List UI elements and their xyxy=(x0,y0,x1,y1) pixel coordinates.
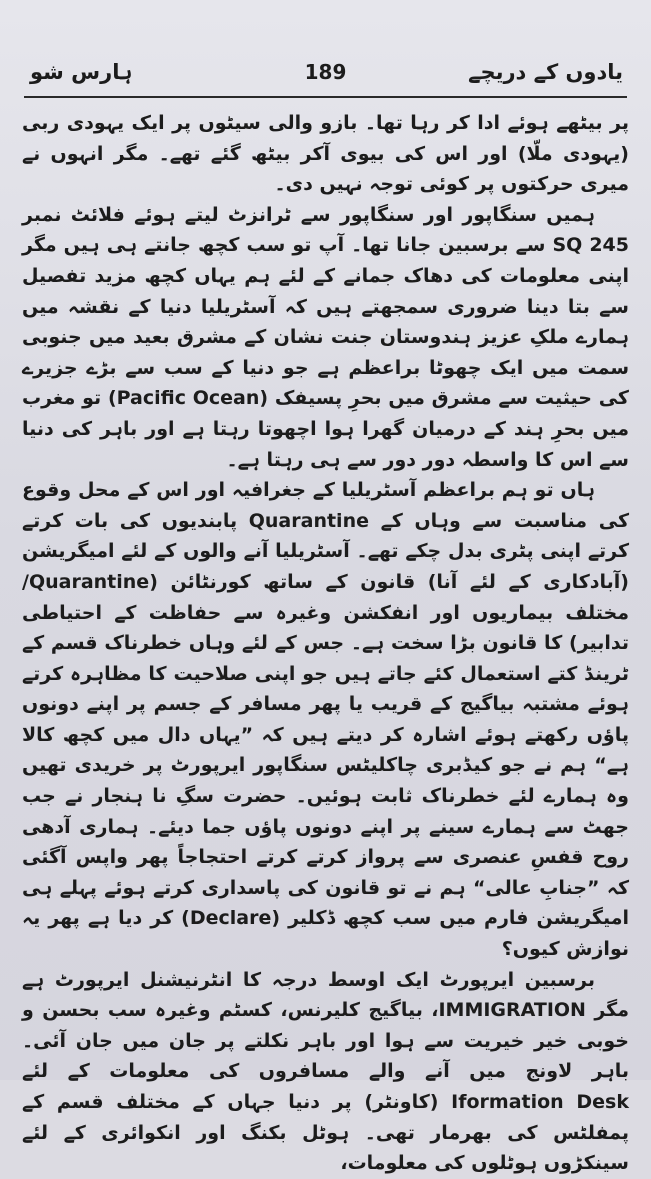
header-rule xyxy=(24,96,627,98)
paragraph: پر بیٹھے ہوئے ادا کر رہا تھا۔ بازو والی سیٹوں پر ایک یہودی ربی (یہودی ملّا) اور اس کی بیوی آکر بیٹھ گئے تھے۔ مگر انہوں نے میری حرکتوں پر کوئی توجہ نہیں دی۔ xyxy=(22,112,629,196)
page-number: 189 xyxy=(304,60,347,84)
paragraph: برسبین ایرپورٹ ایک اوسط درجہ کا انٹرنیشنل ایرپورٹ ہے مگر IMMIGRATION، بیاگیج کلیرنس، کسٹم وغیرہ سب بحسن و خوبی خیر خیریت سے ہوا اور باہر نکلتے پر جان میں جان آئی۔ باہر لاونج میں آنے والے مسافروں کی معلومات کے لئے Iformation Desk (کاونٹر) پر دنیا جہاں کے مختلف قسم کے پمفلٹس کی بھرمار تھی۔ ہوٹل بکنگ اور انکوائری کے لئے سینکڑوں ہوٹلوں کی معلومات، xyxy=(22,968,629,1175)
book-title: یادوں کے دریچے xyxy=(468,60,623,84)
paragraph: ہمیں سنگاپور اور سنگاپور سے ٹرانزٹ لیتے ہوئے فلائٹ نمبر SQ 245 سے برسبین جانا تھا۔ آپ تو سب کچھ جانتے ہی ہیں مگر اپنی معلومات کی دھاک جمانے کے لئے ہم یہاں کچھ مزید تفصیل سے بتا دینا ضروری سمجھتے ہیں کہ آسٹریلیا دنیا کے نقشہ میں ہمارے ملکِ عزیز ہندوستان جنت نشان کے مشرق بعید میں جنوبی سمت میں ایک چھوٹا براعظم ہے جو دنیا کے سب سے بڑے جزیرے کی حیثیت سے مشرق میں بحرِ پسیفک (Pacific Ocean) تو مغرب میں بحرِ ہند کے درمیان گھرا ہوا اچھوتا رہتا ہے اور باہر کی دنیا سے اس کا واسطہ دور دور سے ہی رہتا ہے۔ xyxy=(22,203,629,471)
paragraph: ہاں تو ہم براعظم آسٹریلیا کے جغرافیہ اور اس کے محل وقوع کی مناسبت سے وہاں کے Quarantine پابندیوں کی بات کرتے کرتے اپنی پٹری بدل چکے تھے۔ آسٹریلیا آنے والوں کے لئے امیگریشن (آبادکاری کے لئے آنا) قانون کے ساتھ کورنٹائن (Quarantine/ مختلف بیماریوں اور انفکشن وغیرہ سے حفاظت کے احتیاطی تدابیر) کا قانون بڑا سخت ہے۔ جس کے لئے وہاں خطرناک قسم کے ٹرینڈ کتے استعمال کئے جاتے ہیں جو اپنی صلاحیت کا مظاہرہ کرتے ہوئے مشتبہ بیاگیج کے قریب یا پھر مسافر کے جسم پر اپنے دونوں پاؤں رکھتے ہوئے اشارہ کر دیتے ہیں کہ ”یہاں دال میں کچھ کالا ہے“ ہم نے جو کیڈبری چاکلیٹس سنگاپور ایرپورٹ پر خریدی تھیں وہ ہمارے لئے خطرناک ثابت ہوئیں۔ حضرت سگِ نا ہنجار نے جب جھٹ سے ہمارے سینے پر اپنے دونوں پاؤں جما دیئے۔ ہماری آدھی روح قفسِ عنصری سے پرواز کرتے کرتے احتجاجاً پھر واپس آگئی کہ ”جنابِ عالی“ ہم نے تو قانون کی پاسداری کرتے ہوئے پہلے ہی امیگریشن فارم میں سب کچھ ڈکلیر (Declare) کر دیا ہے پھر یہ نوازش کیوں؟ xyxy=(22,479,629,961)
page-header xyxy=(22,56,629,96)
chapter-title: ہارس شو xyxy=(30,60,133,84)
page-body xyxy=(22,108,629,1175)
